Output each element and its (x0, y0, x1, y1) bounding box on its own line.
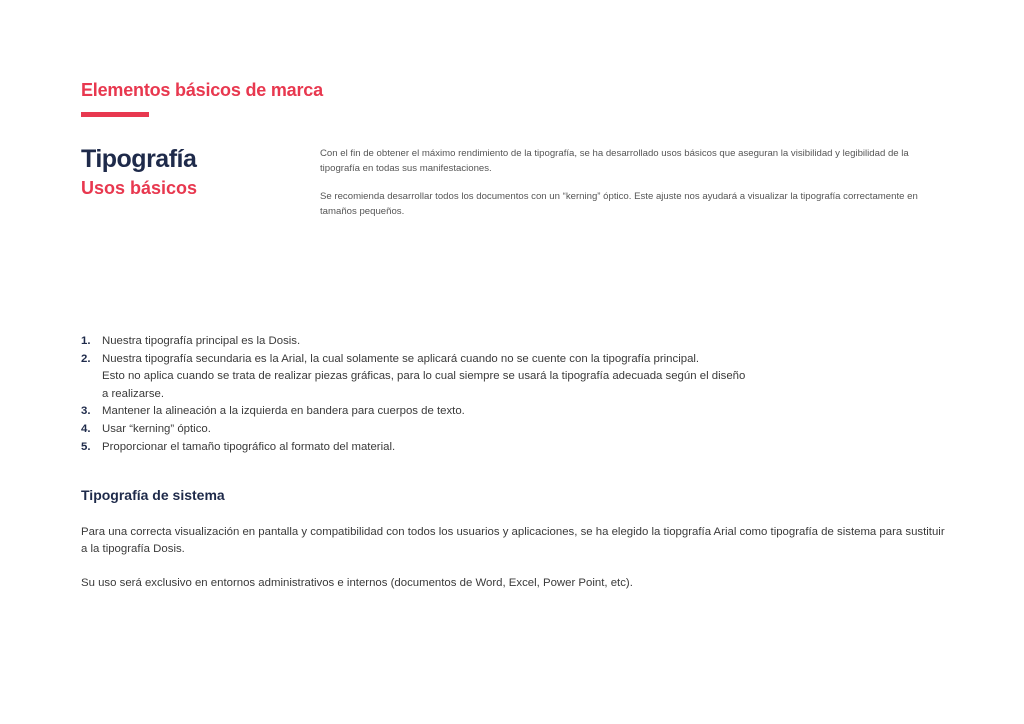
page-title: Tipografía (81, 145, 197, 173)
page-subtitle: Usos básicos (81, 178, 198, 198)
list-number: 4. (81, 422, 91, 435)
usage-rules-list (81, 333, 841, 456)
list-item-text: a realizarse. (102, 387, 165, 400)
list-item-text: Esto no aplica cuando se trata de realizar piezas gráficas, para lo cual siempre se usará la tipografía adecuada según el diseño (102, 370, 746, 383)
list-item (81, 403, 841, 421)
system-paragraph: Su uso será exclusivo en entornos administrativos e internos (documentos de Word, Excel, Power Point, etc). (81, 577, 633, 589)
list-item (81, 333, 841, 351)
list-item-text: Mantener la alineación a la izquierda en bandera para cuerpos de texto. (102, 405, 465, 418)
intro-text (320, 146, 950, 232)
section-title: Elementos básicos de marca (81, 80, 323, 100)
list-item-text: Usar “kerning” óptico. (102, 422, 211, 435)
system-paragraph: Para una correcta visualización en pantalla y compatibilidad con todos los usuarios y aplicaciones, se ha elegido la tiopgrafía Arial como tipografía de sistema para sustituir a la tipografía Dosis. (81, 526, 945, 555)
system-font-text (81, 524, 951, 609)
list-number: 1. (81, 335, 91, 347)
accent-divider (81, 112, 149, 117)
intro-paragraph: Con el fin de obtener el máximo rendimiento de la tipografía, se ha desarrollado usos básicos que aseguran la visibilidad y legibilidad de la tipografía en todas sus manifestaciones. (320, 148, 909, 174)
list-number: 2. (81, 352, 91, 365)
list-item (81, 439, 841, 457)
list-item-text: Proporcionar el tamaño tipográfico al formato del material. (102, 440, 396, 453)
list-item-text: Nuestra tipografía secundaria es la Arial, la cual solamente se aplicará cuando no se cuente con la tipografía principal. (102, 352, 700, 365)
list-item (81, 421, 841, 439)
intro-paragraph: Se recomienda desarrollar todos los documentos con un “kerning” óptico. Este ajuste nos ayudará a visualizar la tipografía correctamente en tamaños pequeños. (320, 191, 918, 217)
system-font-heading: Tipografía de sistema (81, 487, 225, 503)
list-item (81, 351, 841, 404)
list-item-text: Nuestra tipografía principal es la Dosis. (102, 335, 301, 347)
list-number: 5. (81, 440, 91, 453)
list-number: 3. (81, 405, 91, 418)
